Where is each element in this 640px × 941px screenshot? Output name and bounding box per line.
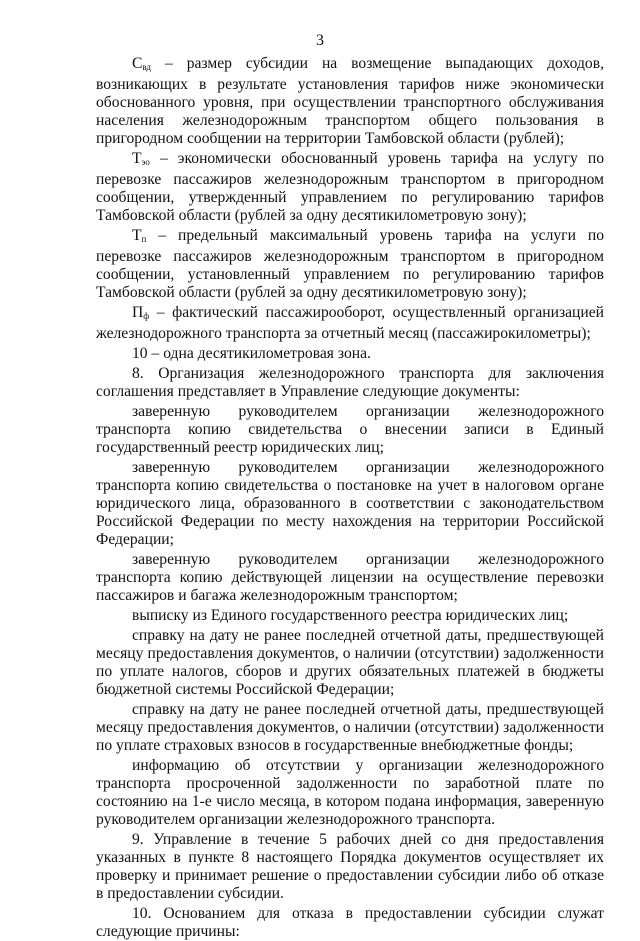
- formula-symbol: Т: [132, 227, 142, 244]
- formula-symbol: С: [132, 55, 143, 72]
- paragraph-text: – фактический пассажирооборот, осуществленный организацией железнодорожного транспорта за отчетный месяц (пассажирокилометры);: [96, 304, 604, 342]
- page-number: 3: [316, 32, 324, 49]
- formula-subscript: эо: [141, 157, 150, 167]
- paragraph: [96, 551, 604, 605]
- paragraph-text: справку на дату не ранее последней отчетной даты, предшествующей месяцу предоставления документов, о наличии (отсутствии) задолженности по уплате страховых взносов в государственные внебюджетные фонды;: [96, 701, 604, 754]
- paragraph-text: – экономически обоснованный уровень тарифа на услугу по перевозке пассажиров железнодорожным транспортом в пригородном сообщении, утвержденный управлением по регулированию тарифов Тамбовской области (рублей за одну десятикилометровую зону);: [96, 150, 604, 224]
- paragraph: [96, 627, 604, 699]
- paragraph: [96, 304, 604, 343]
- paragraph: [96, 365, 604, 401]
- paragraph: [96, 227, 604, 302]
- paragraph: [96, 701, 604, 755]
- paragraph-text: – предельный максимальный уровень тарифа на услуги по перевозке пассажиров железнодорожным транспортом в пригородном сообщении, установленный управлением по регулированию тарифов Тамбовской области (рублей за одну десятикилометровую зону);: [96, 227, 604, 301]
- paragraph-text: информацию об отсутствии у организации железнодорожного транспорта просроченной задолженности по заработной плате по состоянию на 1-е число месяца, в котором подана информация, заверенную руководителем организации железнодорожного транспорта.: [96, 757, 604, 828]
- paragraph-text: справку на дату не ранее последней отчетной даты, предшествующей месяцу предоставления документов, о наличии (отсутствии) задолженности по уплате налогов, сборов и других обязательных платежей в бюджеты бюджетной системы Российской Федерации;: [96, 627, 604, 698]
- formula-subscript: ф: [143, 311, 150, 321]
- paragraph: [96, 831, 604, 903]
- paragraph-text: 9. Управление в течение 5 рабочих дней со дня предоставления указанных в пункте 8 настоящего Порядка документов осуществляет их проверку и принимает решение о предоставлении субсидии либо об отказе в предоставлении субсидии.: [96, 831, 604, 902]
- paragraph: [96, 757, 604, 829]
- paragraph: [96, 55, 604, 148]
- paragraph-text: заверенную руководителем организации железнодорожного транспорта копию действующей лицензии на осуществление перевозки пассажиров и багажа железнодорожным транспортом;: [96, 551, 604, 604]
- paragraph-text: 10 – одна десятикилометровая зона.: [132, 345, 371, 362]
- paragraph: [96, 345, 604, 363]
- formula-subscript: вд: [142, 62, 152, 72]
- formula-symbol: Т: [132, 150, 142, 167]
- paragraph-text: – размер субсидии на возмещение выпадающих доходов, возникающих в результате установления тарифов ниже экономически обоснованного уровня, при осуществлении транспортного обслуживания населения железнодорожным транспортом общего пользования в пригородном сообщении на территории Тамбовской области (рублей);: [96, 55, 604, 147]
- paragraph-text: 8. Организация железнодорожного транспорта для заключения соглашения представляет в Управление следующие документы:: [96, 365, 604, 400]
- formula-subscript: п: [141, 234, 147, 244]
- paragraph: [96, 150, 604, 225]
- paragraph-text: 10. Основанием для отказа в предоставлении субсидии служат следующие причины:: [96, 905, 604, 940]
- paragraph-text: выписку из Единого государственного реестра юридических лиц;: [132, 607, 569, 624]
- paragraph-text: заверенную руководителем организации железнодорожного транспорта копию свидетельства о постановке на учет в налоговом органе юридического лица, образованного в соответствии с законодательством Российской Федерации по месту нахождения на территории Российской Федерации;: [96, 459, 604, 548]
- paragraph: [96, 459, 604, 549]
- paragraph: [96, 607, 604, 625]
- paragraph: [96, 905, 604, 941]
- document-body: [96, 55, 604, 941]
- formula-symbol: П: [132, 304, 144, 321]
- paragraph: [96, 403, 604, 457]
- paragraph-text: заверенную руководителем организации железнодорожного транспорта копию свидетельства о внесении записи в Единый государственный реестр юридических лиц;: [96, 403, 604, 456]
